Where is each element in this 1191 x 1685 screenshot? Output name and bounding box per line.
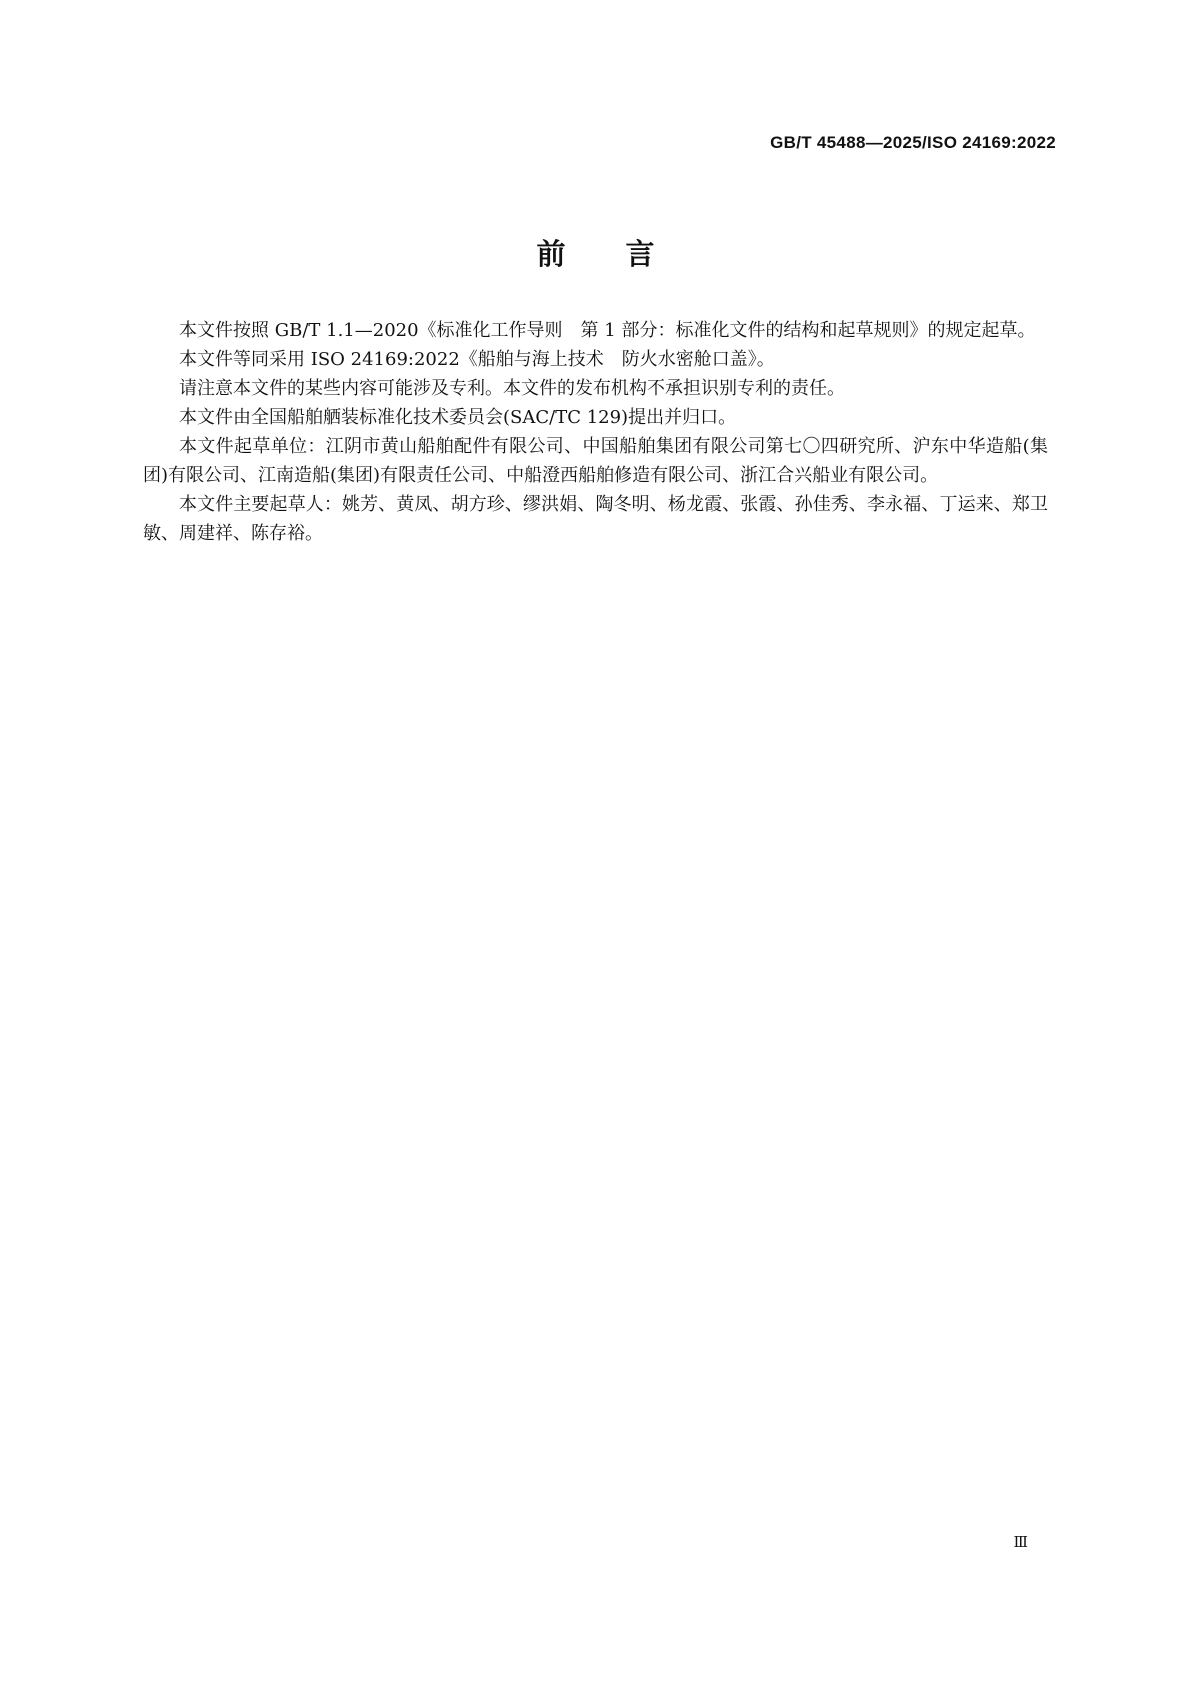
page-title: 前言 xyxy=(536,237,715,271)
paragraph-drafting-units: 本文件起草单位：江阴市黄山船舶配件有限公司、中国船舶集团有限公司第七〇四研究所、沪东中华造船(集团)有限公司、江南造船(集团)有限责任公司、中船澄西船舶修造有限公司、浙江合兴船业有限公司。 xyxy=(143,436,1048,486)
paragraph-drafting-rules: 本文件按照 GB/T 1.1—2020《标准化工作导则 第 1 部分：标准化文件的结构和起草规则》的规定起草。 xyxy=(179,320,1036,341)
paragraph-committee: 本文件由全国船舶舾装标准化技术委员会(SAC/TC 129)提出并归口。 xyxy=(179,407,737,428)
page-number: Ⅲ xyxy=(1013,1533,1028,1551)
paragraph-drafters: 本文件主要起草人：姚芳、黄凤、胡方珍、缪洪娟、陶冬明、杨龙霞、张霞、孙佳秀、李永福、丁运来、郑卫敏、周建祥、陈存裕。 xyxy=(143,494,1048,544)
paragraph-patent-notice: 请注意本文件的某些内容可能涉及专利。本文件的发布机构不承担识别专利的责任。 xyxy=(179,378,845,399)
paragraph-adoption: 本文件等同采用 ISO 24169:2022《船舶与海上技术 防火水密舱口盖》。 xyxy=(179,349,775,370)
standard-number: GB/T 45488—2025/ISO 24169:2022 xyxy=(770,133,1056,152)
foreword-body xyxy=(143,316,1048,548)
